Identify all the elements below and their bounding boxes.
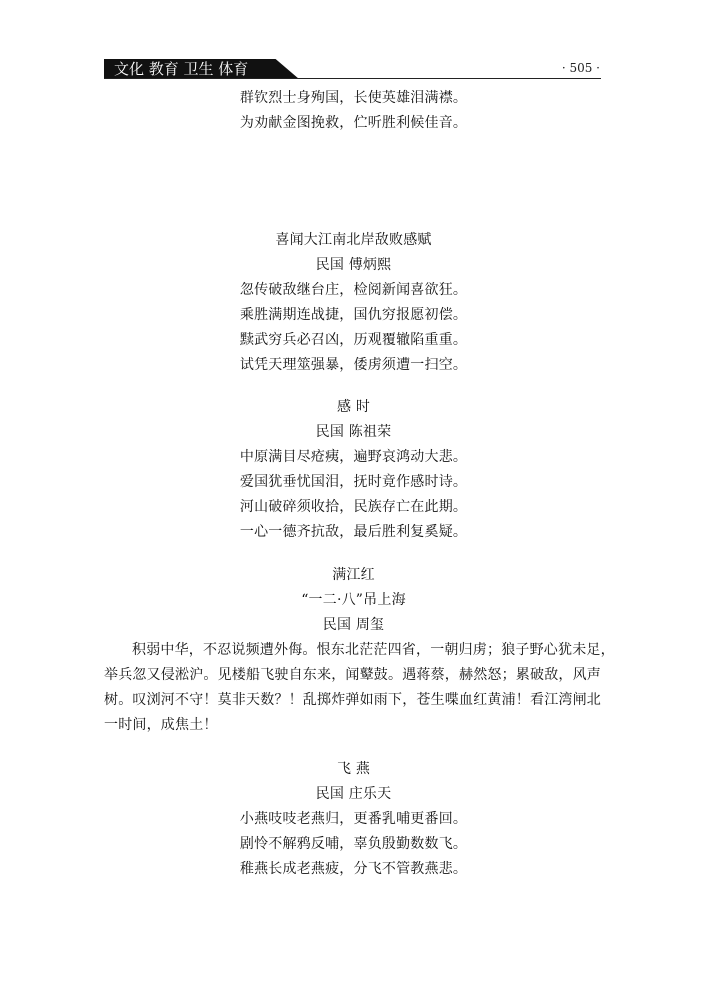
poem-subtitle: “一二·八”吊上海 [301, 592, 406, 608]
poem-author: 民国 周玺 [322, 617, 385, 633]
poem-line: 群钦烈士身殉国，长使英雄泪满襟。 [239, 90, 468, 106]
poem-author: 民国 陈祖荣 [315, 424, 392, 440]
poem-line: 为劝献金图挽救，伫听胜利候佳音。 [239, 115, 468, 131]
poem-line: 黩武穷兵必召凶，历观覆辙陷重重。 [239, 332, 468, 348]
poem-line: 稚燕长成老燕疲，分飞不管教燕悲。 [239, 861, 468, 877]
section-header-title: 文化 教育 卫生 体育 [114, 60, 249, 78]
poem-line: 试凭天理筮强暴，倭虏须遭一扫空。 [239, 357, 468, 373]
ci-line: 一时间，成焦土！ [104, 717, 218, 733]
ci-line: 积弱中华，不忍说频遭外侮。恨东北茫茫四省，一朝归虏；狼子野心犹未足， [132, 642, 615, 658]
poem-line: 小燕吱吱老燕归，更番乳哺更番回。 [239, 811, 468, 827]
poem-line: 忽传破敌继台庄，检阅新闻喜欲狂。 [239, 282, 468, 298]
poem-title: 飞 燕 [336, 761, 371, 777]
poem-line: 河山破碎须收拾，民族存亡在此期。 [239, 499, 468, 515]
page-number: · 505 · [561, 61, 600, 75]
poem-title: 满江红 [332, 567, 375, 583]
poem-title: 感 时 [336, 399, 371, 415]
poem-title: 喜闻大江南北岸敌败感赋 [275, 232, 432, 248]
poem-line: 爱国犹垂忧国泪，抚时竟作感时诗。 [239, 474, 468, 490]
ci-line: 树。叹浏河不守！莫非天数？！乱掷炸弹如雨下，苍生喋血红黄浦！看江湾闸北 [104, 692, 601, 708]
ci-line: 举兵忽又侵淞沪。见楼船飞驶自东来，闻鼙鼓。遇蒋蔡，赫然怒；累破敌，风声 [104, 667, 601, 683]
poem-author: 民国 庄乐天 [315, 786, 392, 802]
poem-line: 一心一德齐抗敌，最后胜利复奚疑。 [239, 524, 468, 540]
poem-line: 剧怜不解鸦反哺，辜负殷勤数数飞。 [239, 836, 468, 852]
poem-line: 中原满目尽疮痍，遍野哀鸿动大悲。 [239, 449, 468, 465]
poem-line: 乘胜满期连战捷，国仇穷报愿初偿。 [239, 307, 468, 323]
header-rule [104, 78, 601, 79]
poem-author: 民国 傅炳熙 [315, 257, 392, 273]
